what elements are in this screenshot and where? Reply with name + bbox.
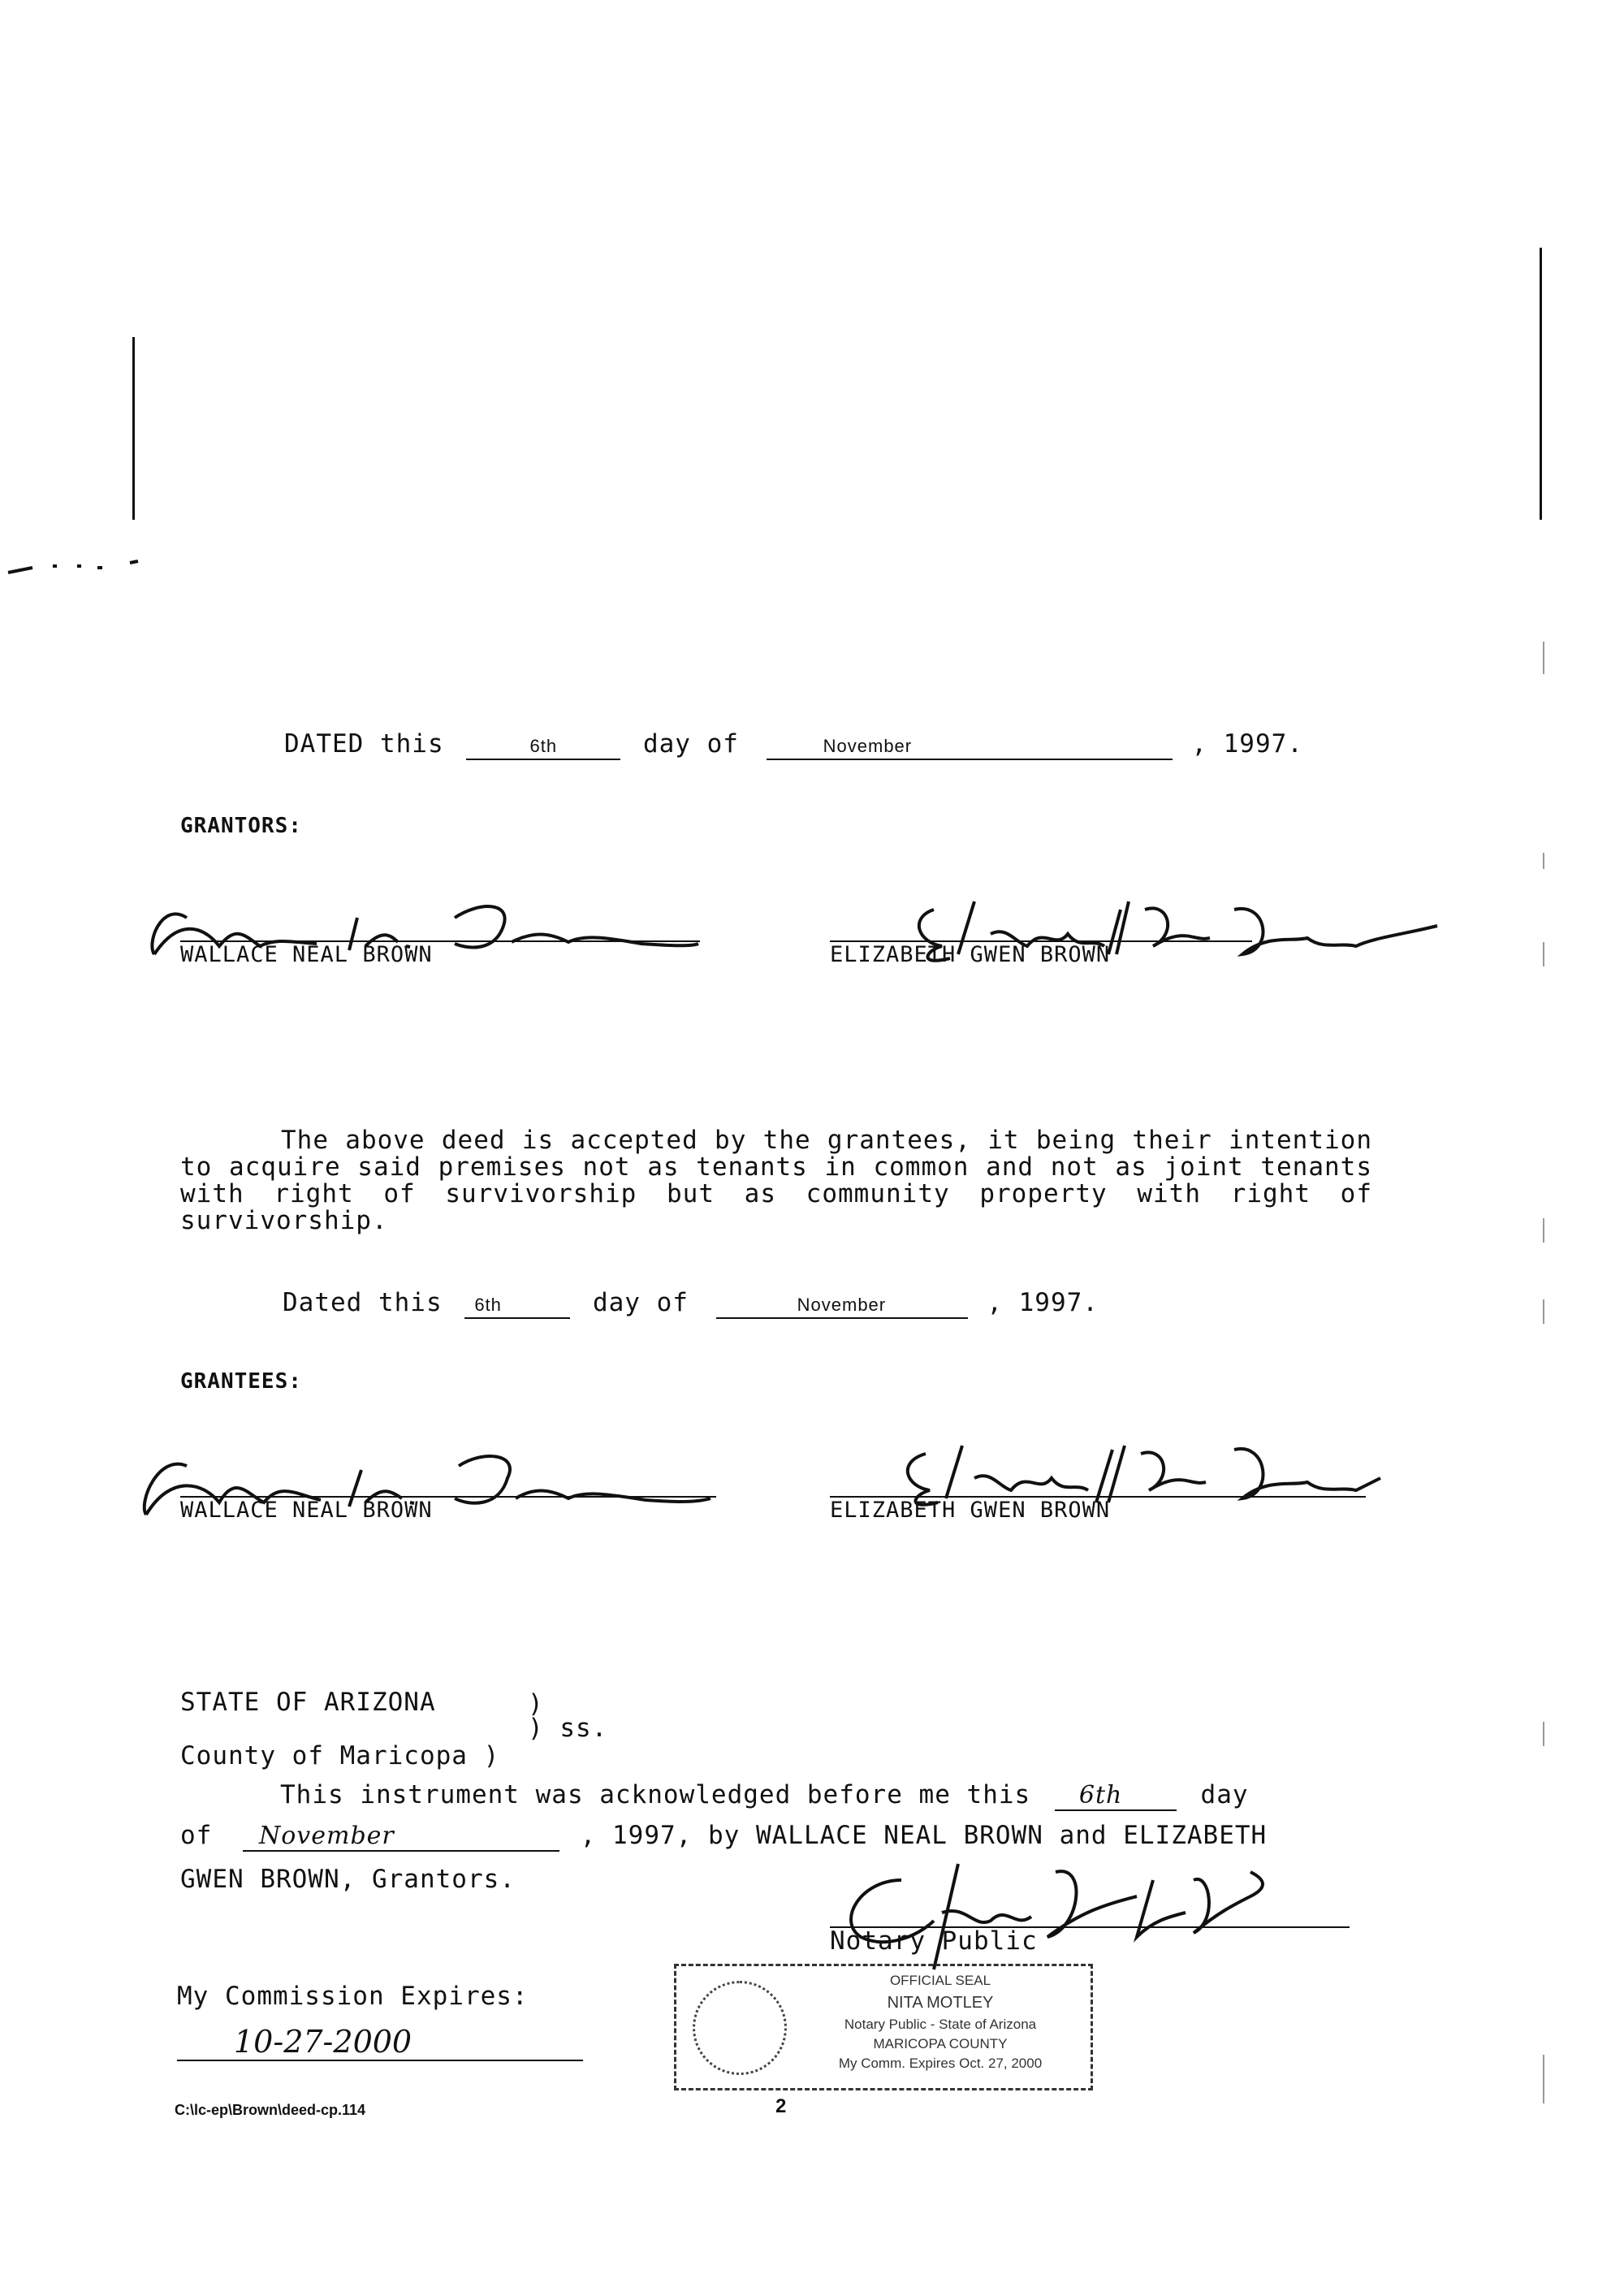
dated2-year: , 1997. [987, 1288, 1099, 1317]
dated-mid: day of [642, 729, 739, 759]
grantee-name-1: WALLACE NEAL BROWN [180, 1498, 433, 1523]
grantor-name-1: WALLACE NEAL BROWN [180, 942, 433, 967]
margin-tick [1543, 2055, 1544, 2103]
notary-seal [693, 1981, 787, 2075]
ack-of: of [180, 1821, 213, 1850]
notary-label: Notary Public [830, 1926, 1038, 1956]
dated-year: , 1997. [1191, 729, 1303, 759]
stamp-line-2: NITA MOTLEY [887, 1994, 994, 2012]
acceptance-text: The above deed is accepted by the grantees, it being their intention to acquire said premises not as tenants in common and not as joint tenants with right of survivorship but as community property with right of survivorship. [180, 1126, 1372, 1235]
commission-date-value: 10-27-2000 [234, 2024, 412, 2060]
dated-prefix: DATED this [284, 729, 444, 759]
dated-month-field [767, 729, 1173, 760]
dated-day-value: 6th [529, 736, 558, 756]
dated2-day-value: 6th [474, 1295, 502, 1315]
ack-day-field [1055, 1780, 1177, 1811]
margin-tick [1543, 853, 1544, 869]
dated-month-value: November [823, 736, 913, 756]
margin-tick [1543, 1218, 1544, 1243]
dated-day-field [466, 729, 620, 760]
dated2-month-field [716, 1288, 968, 1319]
scan-speckle [0, 548, 154, 581]
page-number: 2 [775, 2095, 787, 2117]
margin-tick [1543, 1722, 1544, 1746]
notary-stamp [674, 1964, 1093, 2090]
dated2-day-field [464, 1288, 570, 1319]
grantors-heading: GRANTORS: [180, 814, 302, 838]
stamp-line-3: Notary Public - State of Arizona [844, 2017, 1037, 2032]
venue-paren-1: ) [528, 1689, 544, 1718]
dated-line-2 [283, 1288, 1099, 1319]
file-path: C:\lc-ep\Brown\deed-cp.114 [175, 2102, 366, 2118]
dated2-month-value: November [797, 1295, 887, 1315]
ack-line-1 [280, 1780, 1249, 1811]
venue-ss: ) ss. [528, 1714, 608, 1743]
stamp-line-5: My Comm. Expires Oct. 27, 2000 [838, 2056, 1043, 2071]
venue-county: County of Maricopa ) [180, 1741, 500, 1770]
grantee-name-2: ELIZABETH GWEN BROWN [830, 1498, 1111, 1523]
stamp-line-1: OFFICIAL SEAL [889, 1973, 991, 1988]
venue-state: STATE OF ARIZONA [180, 1688, 436, 1717]
commission-label: My Commission Expires: [177, 1982, 529, 2011]
ack-month-value: November [259, 1822, 395, 1850]
ack-line-3: GWEN BROWN, Grantors. [180, 1865, 516, 1894]
dated2-mid: day of [592, 1288, 689, 1317]
margin-tick [1543, 942, 1544, 966]
left-margin-line [132, 337, 135, 520]
ack-text-1: This instrument was acknowledged before me this [280, 1780, 1031, 1809]
margin-tick [1543, 642, 1544, 674]
dated2-prefix: Dated this [283, 1288, 443, 1317]
acceptance-paragraph [180, 1127, 1372, 1234]
dated-line-1 [284, 729, 1303, 760]
ack-text-2: , 1997, by WALLACE NEAL BROWN and ELIZABETH [580, 1821, 1268, 1850]
ack-day-value: 6th [1078, 1781, 1123, 1809]
grantor-name-2: ELIZABETH GWEN BROWN [830, 942, 1111, 967]
right-margin-line [1540, 248, 1542, 520]
ack-month-field [243, 1821, 559, 1852]
margin-tick [1543, 1299, 1544, 1324]
grantees-heading: GRANTEES: [180, 1369, 302, 1394]
stamp-line-4: MARICOPA COUNTY [873, 2036, 1008, 2051]
commission-date-field [177, 2021, 583, 2061]
ack-day-word: day [1200, 1780, 1249, 1809]
